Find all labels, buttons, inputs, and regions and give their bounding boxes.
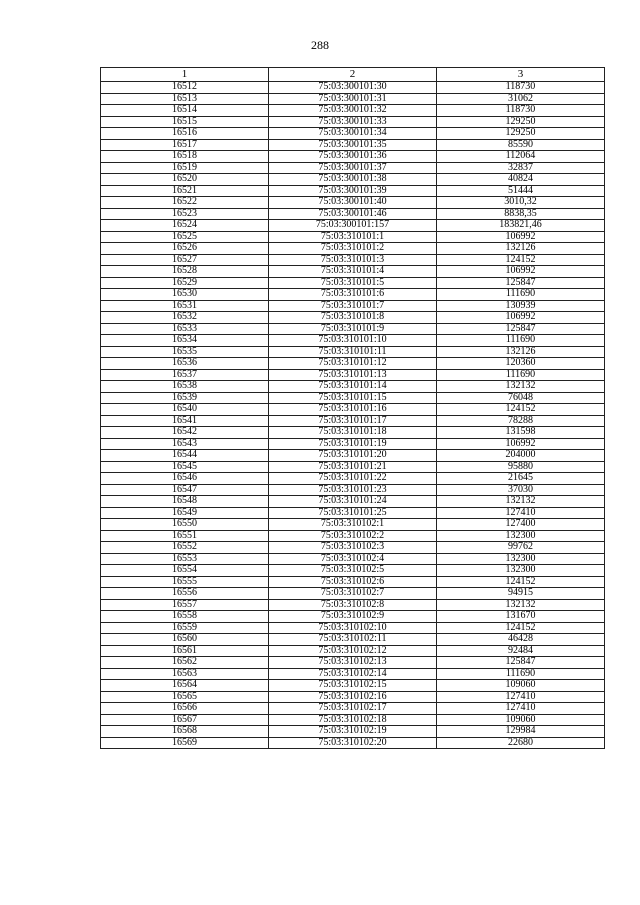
value-cell: 132132 xyxy=(437,599,605,611)
table-row xyxy=(101,289,605,301)
value-cell: 76048 xyxy=(437,392,605,404)
row-number-cell: 16526 xyxy=(101,243,269,255)
value-cell: 132300 xyxy=(437,553,605,565)
table-header-row xyxy=(101,68,605,82)
value-cell: 124152 xyxy=(437,254,605,266)
row-number-cell: 16544 xyxy=(101,450,269,462)
cadastral-number-cell: 75:03:310101:25 xyxy=(269,507,437,519)
row-number-cell: 16545 xyxy=(101,461,269,473)
value-cell: 127410 xyxy=(437,507,605,519)
cadastral-number-cell: 75:03:310101:17 xyxy=(269,415,437,427)
table-row xyxy=(101,415,605,427)
value-cell: 132300 xyxy=(437,565,605,577)
cadastral-number-cell: 75:03:310101:16 xyxy=(269,404,437,416)
row-number-cell: 16518 xyxy=(101,151,269,163)
row-number-cell: 16546 xyxy=(101,473,269,485)
value-cell: 8838,35 xyxy=(437,208,605,220)
cadastral-number-cell: 75:03:300101:35 xyxy=(269,139,437,151)
cadastral-number-cell: 75:03:310102:1 xyxy=(269,519,437,531)
value-cell: 109060 xyxy=(437,714,605,726)
row-number-cell: 16534 xyxy=(101,335,269,347)
cadastral-number-cell: 75:03:300101:46 xyxy=(269,208,437,220)
cadastral-number-cell: 75:03:310101:3 xyxy=(269,254,437,266)
row-number-cell: 16512 xyxy=(101,82,269,94)
table-row xyxy=(101,208,605,220)
value-cell: 112064 xyxy=(437,151,605,163)
cadastral-number-cell: 75:03:310102:5 xyxy=(269,565,437,577)
table-row xyxy=(101,565,605,577)
value-cell: 132132 xyxy=(437,381,605,393)
row-number-cell: 16536 xyxy=(101,358,269,370)
table-row xyxy=(101,162,605,174)
table-row xyxy=(101,82,605,94)
cadastral-number-cell: 75:03:310101:14 xyxy=(269,381,437,393)
row-number-cell: 16523 xyxy=(101,208,269,220)
row-number-cell: 16524 xyxy=(101,220,269,232)
table-row xyxy=(101,484,605,496)
table-row xyxy=(101,438,605,450)
table-row xyxy=(101,358,605,370)
cadastral-number-cell: 75:03:310102:18 xyxy=(269,714,437,726)
cadastral-number-cell: 75:03:300101:31 xyxy=(269,93,437,105)
cadastral-number-cell: 75:03:310101:19 xyxy=(269,438,437,450)
row-number-cell: 16562 xyxy=(101,657,269,669)
cadastral-number-cell: 75:03:310101:18 xyxy=(269,427,437,439)
table-row xyxy=(101,105,605,117)
value-cell: 125847 xyxy=(437,277,605,289)
row-number-cell: 16528 xyxy=(101,266,269,278)
cadastral-number-cell: 75:03:310102:4 xyxy=(269,553,437,565)
value-cell: 92484 xyxy=(437,645,605,657)
cadastral-number-cell: 75:03:300101:39 xyxy=(269,185,437,197)
table-row xyxy=(101,588,605,600)
cadastral-number-cell: 75:03:310102:11 xyxy=(269,634,437,646)
row-number-cell: 16527 xyxy=(101,254,269,266)
row-number-cell: 16569 xyxy=(101,737,269,749)
row-number-cell: 16560 xyxy=(101,634,269,646)
cadastral-number-cell: 75:03:310101:24 xyxy=(269,496,437,508)
table-row xyxy=(101,726,605,738)
table-row xyxy=(101,473,605,485)
table-row xyxy=(101,116,605,128)
row-number-cell: 16559 xyxy=(101,622,269,634)
cadastral-number-cell: 75:03:300101:30 xyxy=(269,82,437,94)
value-cell: 95880 xyxy=(437,461,605,473)
table-row xyxy=(101,254,605,266)
value-cell: 124152 xyxy=(437,622,605,634)
cadastral-number-cell: 75:03:310101:1 xyxy=(269,231,437,243)
table-row xyxy=(101,737,605,749)
value-cell: 132300 xyxy=(437,530,605,542)
row-number-cell: 16549 xyxy=(101,507,269,519)
table-row xyxy=(101,243,605,255)
cadastral-number-cell: 75:03:310101:5 xyxy=(269,277,437,289)
cadastral-number-cell: 75:03:300101:36 xyxy=(269,151,437,163)
row-number-cell: 16533 xyxy=(101,323,269,335)
cadastral-number-cell: 75:03:310101:8 xyxy=(269,312,437,324)
value-cell: 204000 xyxy=(437,450,605,462)
row-number-cell: 16547 xyxy=(101,484,269,496)
table-row xyxy=(101,657,605,669)
column-header: 1 xyxy=(101,68,269,82)
row-number-cell: 16566 xyxy=(101,703,269,715)
row-number-cell: 16555 xyxy=(101,576,269,588)
cadastral-number-cell: 75:03:300101:34 xyxy=(269,128,437,140)
value-cell: 120360 xyxy=(437,358,605,370)
row-number-cell: 16513 xyxy=(101,93,269,105)
table-body xyxy=(101,82,605,749)
table-row xyxy=(101,277,605,289)
cadastral-number-cell: 75:03:310102:19 xyxy=(269,726,437,738)
row-number-cell: 16520 xyxy=(101,174,269,186)
value-cell: 111690 xyxy=(437,668,605,680)
value-cell: 183821,46 xyxy=(437,220,605,232)
row-number-cell: 16516 xyxy=(101,128,269,140)
cadastral-number-cell: 75:03:310101:21 xyxy=(269,461,437,473)
row-number-cell: 16551 xyxy=(101,530,269,542)
table-row xyxy=(101,714,605,726)
value-cell: 37030 xyxy=(437,484,605,496)
table-row xyxy=(101,507,605,519)
table-row xyxy=(101,691,605,703)
table-row xyxy=(101,542,605,554)
table-row xyxy=(101,496,605,508)
value-cell: 124152 xyxy=(437,576,605,588)
row-number-cell: 16563 xyxy=(101,668,269,680)
row-number-cell: 16542 xyxy=(101,427,269,439)
table-row xyxy=(101,576,605,588)
table-row xyxy=(101,668,605,680)
cadastral-number-cell: 75:03:300101:40 xyxy=(269,197,437,209)
table-row xyxy=(101,461,605,473)
cadastral-number-cell: 75:03:310102:2 xyxy=(269,530,437,542)
row-number-cell: 16521 xyxy=(101,185,269,197)
cadastral-number-cell: 75:03:310102:17 xyxy=(269,703,437,715)
cadastral-number-cell: 75:03:300101:38 xyxy=(269,174,437,186)
cadastral-number-cell: 75:03:300101:32 xyxy=(269,105,437,117)
value-cell: 22680 xyxy=(437,737,605,749)
cadastral-number-cell: 75:03:310101:23 xyxy=(269,484,437,496)
cadastral-number-cell: 75:03:310102:13 xyxy=(269,657,437,669)
cadastral-number-cell: 75:03:300101:37 xyxy=(269,162,437,174)
table-row xyxy=(101,323,605,335)
value-cell: 125847 xyxy=(437,323,605,335)
row-number-cell: 16557 xyxy=(101,599,269,611)
row-number-cell: 16552 xyxy=(101,542,269,554)
value-cell: 46428 xyxy=(437,634,605,646)
row-number-cell: 16541 xyxy=(101,415,269,427)
cadastral-number-cell: 75:03:310101:9 xyxy=(269,323,437,335)
cadastral-number-cell: 75:03:310102:7 xyxy=(269,588,437,600)
row-number-cell: 16568 xyxy=(101,726,269,738)
value-cell: 106992 xyxy=(437,231,605,243)
table-row xyxy=(101,151,605,163)
row-number-cell: 16522 xyxy=(101,197,269,209)
table-row xyxy=(101,346,605,358)
value-cell: 132132 xyxy=(437,496,605,508)
table-row xyxy=(101,553,605,565)
value-cell: 99762 xyxy=(437,542,605,554)
cadastral-number-cell: 75:03:310102:16 xyxy=(269,691,437,703)
row-number-cell: 16548 xyxy=(101,496,269,508)
row-number-cell: 16532 xyxy=(101,312,269,324)
table-row xyxy=(101,128,605,140)
value-cell: 78288 xyxy=(437,415,605,427)
value-cell: 132126 xyxy=(437,243,605,255)
value-cell: 106992 xyxy=(437,312,605,324)
value-cell: 106992 xyxy=(437,438,605,450)
row-number-cell: 16529 xyxy=(101,277,269,289)
table-row xyxy=(101,266,605,278)
value-cell: 85590 xyxy=(437,139,605,151)
table-row xyxy=(101,519,605,531)
cadastral-number-cell: 75:03:310101:4 xyxy=(269,266,437,278)
row-number-cell: 16525 xyxy=(101,231,269,243)
value-cell: 129984 xyxy=(437,726,605,738)
table-row xyxy=(101,231,605,243)
cadastral-number-cell: 75:03:310102:6 xyxy=(269,576,437,588)
value-cell: 130939 xyxy=(437,300,605,312)
cadastral-number-cell: 75:03:300101:157 xyxy=(269,220,437,232)
value-cell: 3010,32 xyxy=(437,197,605,209)
value-cell: 40824 xyxy=(437,174,605,186)
row-number-cell: 16550 xyxy=(101,519,269,531)
table-row xyxy=(101,93,605,105)
cadastral-number-cell: 75:03:310102:3 xyxy=(269,542,437,554)
table-row xyxy=(101,139,605,151)
table-row xyxy=(101,599,605,611)
cadastral-number-cell: 75:03:310101:6 xyxy=(269,289,437,301)
value-cell: 32837 xyxy=(437,162,605,174)
page-number: 288 xyxy=(311,38,329,52)
column-header: 3 xyxy=(437,68,605,82)
table-row xyxy=(101,530,605,542)
row-number-cell: 16537 xyxy=(101,369,269,381)
cadastral-number-cell: 75:03:310101:22 xyxy=(269,473,437,485)
table-row xyxy=(101,220,605,232)
row-number-cell: 16530 xyxy=(101,289,269,301)
table-row xyxy=(101,392,605,404)
value-cell: 129250 xyxy=(437,116,605,128)
table-row xyxy=(101,427,605,439)
value-cell: 111690 xyxy=(437,369,605,381)
column-header: 2 xyxy=(269,68,437,82)
row-number-cell: 16543 xyxy=(101,438,269,450)
table-row xyxy=(101,680,605,692)
table-row xyxy=(101,300,605,312)
value-cell: 131598 xyxy=(437,427,605,439)
value-cell: 125847 xyxy=(437,657,605,669)
cadastral-number-cell: 75:03:310102:12 xyxy=(269,645,437,657)
cadastral-number-cell: 75:03:310101:7 xyxy=(269,300,437,312)
row-number-cell: 16558 xyxy=(101,611,269,623)
table-row xyxy=(101,404,605,416)
value-cell: 106992 xyxy=(437,266,605,278)
row-number-cell: 16531 xyxy=(101,300,269,312)
value-cell: 127410 xyxy=(437,691,605,703)
cadastral-number-cell: 75:03:310101:20 xyxy=(269,450,437,462)
cadastral-number-cell: 75:03:310101:13 xyxy=(269,369,437,381)
value-cell: 51444 xyxy=(437,185,605,197)
row-number-cell: 16554 xyxy=(101,565,269,577)
value-cell: 132126 xyxy=(437,346,605,358)
value-cell: 127400 xyxy=(437,519,605,531)
row-number-cell: 16564 xyxy=(101,680,269,692)
row-number-cell: 16514 xyxy=(101,105,269,117)
cadastral-number-cell: 75:03:310101:10 xyxy=(269,335,437,347)
table-row xyxy=(101,381,605,393)
value-cell: 118730 xyxy=(437,105,605,117)
table-row xyxy=(101,185,605,197)
value-cell: 129250 xyxy=(437,128,605,140)
cadastral-number-cell: 75:03:310102:8 xyxy=(269,599,437,611)
table-row xyxy=(101,622,605,634)
cadastral-number-cell: 75:03:310101:12 xyxy=(269,358,437,370)
table-row xyxy=(101,634,605,646)
cadastral-number-cell: 75:03:310101:15 xyxy=(269,392,437,404)
table-row xyxy=(101,335,605,347)
register-table xyxy=(100,67,605,749)
cadastral-number-cell: 75:03:310101:11 xyxy=(269,346,437,358)
value-cell: 124152 xyxy=(437,404,605,416)
table-row xyxy=(101,312,605,324)
table-row xyxy=(101,197,605,209)
value-cell: 111690 xyxy=(437,335,605,347)
value-cell: 94915 xyxy=(437,588,605,600)
table-row xyxy=(101,703,605,715)
row-number-cell: 16517 xyxy=(101,139,269,151)
table-row xyxy=(101,369,605,381)
value-cell: 118730 xyxy=(437,82,605,94)
table-row xyxy=(101,645,605,657)
row-number-cell: 16561 xyxy=(101,645,269,657)
row-number-cell: 16540 xyxy=(101,404,269,416)
table-row xyxy=(101,450,605,462)
value-cell: 127410 xyxy=(437,703,605,715)
cadastral-number-cell: 75:03:310102:9 xyxy=(269,611,437,623)
cadastral-number-cell: 75:03:310102:20 xyxy=(269,737,437,749)
value-cell: 21645 xyxy=(437,473,605,485)
row-number-cell: 16553 xyxy=(101,553,269,565)
row-number-cell: 16538 xyxy=(101,381,269,393)
cadastral-number-cell: 75:03:310102:10 xyxy=(269,622,437,634)
value-cell: 31062 xyxy=(437,93,605,105)
value-cell: 131670 xyxy=(437,611,605,623)
row-number-cell: 16567 xyxy=(101,714,269,726)
row-number-cell: 16539 xyxy=(101,392,269,404)
value-cell: 109060 xyxy=(437,680,605,692)
table-row xyxy=(101,611,605,623)
row-number-cell: 16565 xyxy=(101,691,269,703)
table-row xyxy=(101,174,605,186)
row-number-cell: 16556 xyxy=(101,588,269,600)
row-number-cell: 16535 xyxy=(101,346,269,358)
cadastral-number-cell: 75:03:310102:14 xyxy=(269,668,437,680)
value-cell: 111690 xyxy=(437,289,605,301)
row-number-cell: 16519 xyxy=(101,162,269,174)
row-number-cell: 16515 xyxy=(101,116,269,128)
cadastral-number-cell: 75:03:300101:33 xyxy=(269,116,437,128)
cadastral-number-cell: 75:03:310101:2 xyxy=(269,243,437,255)
cadastral-number-cell: 75:03:310102:15 xyxy=(269,680,437,692)
